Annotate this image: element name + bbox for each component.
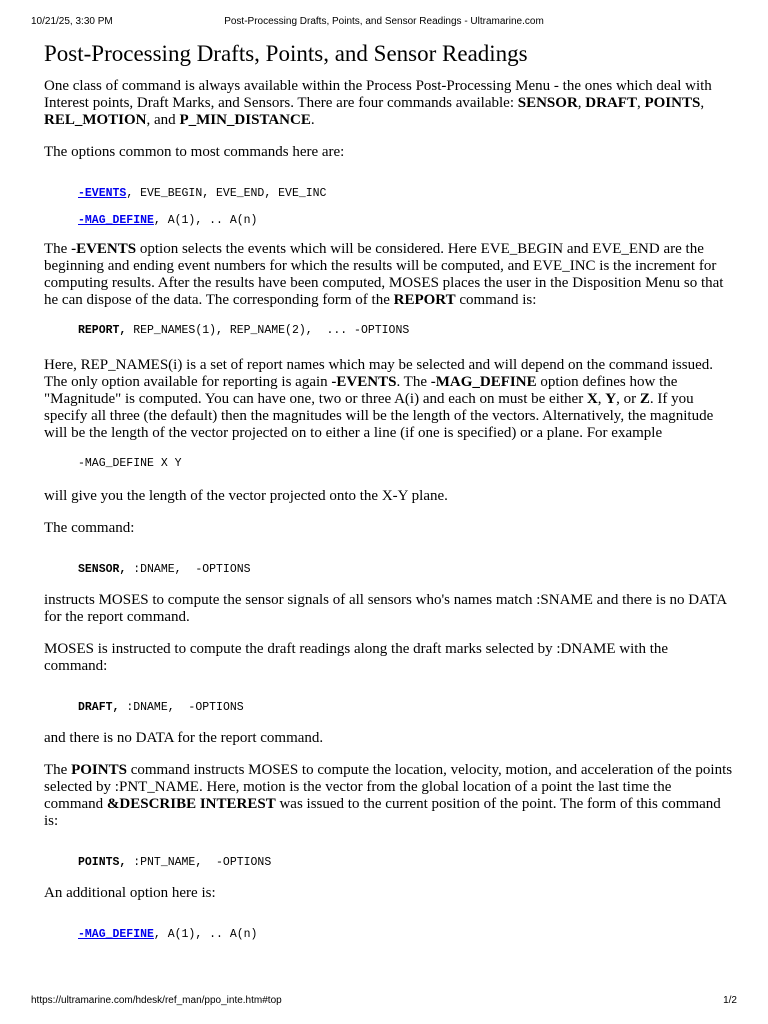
para-text: option defines how the "Magnitude" is computed. You can have one, two or three A(i) and each on must be either: [44, 374, 678, 407]
events-option-args: , EVE_BEGIN, EVE_END, EVE_INC: [126, 187, 327, 200]
additional-mag-define-line: [78, 928, 734, 942]
intro-text: One class of command is always available within the Process Post-Processing Menu - the ones which deal with Interest points, Draft Marks, and Sensors. There are four commands available:: [44, 78, 712, 111]
intro-sep: ,: [577, 95, 586, 111]
draft-code: [78, 701, 734, 715]
bold-mag-define: -MAG_DEFINE: [430, 374, 537, 390]
bold-points: POINTS: [71, 762, 127, 778]
draft-args: :DNAME, -OPTIONS: [119, 701, 244, 714]
bold-events: -EVENTS: [331, 374, 397, 390]
mag-example-code: -MAG_DEFINE X Y: [78, 457, 182, 470]
mag-define-option-line: [78, 214, 734, 228]
para-text: Here, REP_NAMES(i) is a set of report names which may be selected and will depend on the command issued. The only option available for reporting is again: [44, 357, 714, 390]
bold-report: REPORT: [393, 292, 456, 308]
draft-cmd: DRAFT,: [78, 701, 120, 714]
para-text: . If you specify all three (the default) then the magnitudes will be the length of the vectors. Alternatively, the magnitude will be the length of the vector projected on to either a line (if one is specified) or a plane. For example: [44, 391, 714, 441]
draft-after-text: and there is no DATA for the report command.: [44, 730, 324, 746]
bold-z: Z: [639, 391, 650, 407]
print-doc-title: Post-Processing Drafts, Points, and Sensor Readings - Ultramarine.com: [224, 16, 544, 27]
draft-intro-text: MOSES is instructed to compute the draft readings along the draft marks selected by :DNAME with the command:: [44, 641, 669, 674]
para-text: option selects the events which will be considered. Here EVE_BEGIN and EVE_END are the beginning and ending event numbers for which the results will be computed, and EVE_INC is the increment for computing results. After the results have been computed, MOSES places the user in the Disposition Menu so that he can dispose of the data. The corresponding form of the: [44, 241, 724, 308]
events-paragraph: [44, 241, 734, 309]
cmd-points: POINTS: [644, 95, 701, 111]
bold-events: -EVENTS: [71, 241, 137, 257]
points-code: [78, 856, 734, 870]
cmd-sensor: SENSOR: [517, 95, 578, 111]
print-footer: [31, 995, 737, 1009]
cmd-draft: DRAFT: [585, 95, 637, 111]
intro-sep: .: [310, 112, 315, 128]
cmd-rel-motion: REL_MOTION: [44, 112, 147, 128]
mag-define-option-args: , A(1), .. A(n): [153, 928, 258, 941]
sensor-args: :DNAME, -OPTIONS: [126, 563, 251, 576]
mag-define-link[interactable]: -MAG_DEFINE: [78, 928, 154, 941]
points-cmd: POINTS,: [78, 856, 127, 869]
para-text: was issued to the current position of the point. The form of this command is:: [44, 796, 721, 829]
para-text: command is:: [455, 292, 537, 308]
intro-paragraph: [44, 78, 734, 129]
bold-describe-interest: &DESCRIBE INTEREST: [106, 796, 276, 812]
points-args: :PNT_NAME, -OPTIONS: [126, 856, 272, 869]
common-options-text: The options common to most commands here are:: [44, 144, 345, 160]
para-text: , or: [616, 391, 640, 407]
para-text: The: [44, 762, 72, 778]
sensor-cmd: SENSOR,: [78, 563, 127, 576]
report-code: [78, 324, 734, 338]
events-option-line: [78, 187, 734, 201]
bold-y: Y: [605, 391, 617, 407]
rep-names-paragraph: [44, 357, 734, 442]
the-command-text: The command:: [44, 520, 135, 536]
para-text: The: [44, 241, 72, 257]
print-datetime: 10/21/25, 3:30 PM: [31, 16, 113, 27]
document-body: [44, 40, 734, 955]
additional-option-text: An additional option here is:: [44, 885, 216, 901]
para-text: command instructs MOSES to compute the location, velocity, motion, and acceleration of the points selected by :PNT_NAME. Here, motion is the vector from the global location of a point the last time the command: [44, 762, 733, 812]
cmd-p-min-distance: P_MIN_DISTANCE: [179, 112, 311, 128]
para-text: ,: [597, 391, 606, 407]
mag-example-text: will give you the length of the vector projected onto the X-Y plane.: [44, 488, 448, 504]
events-link[interactable]: -EVENTS: [78, 187, 127, 200]
para-text: . The: [396, 374, 431, 390]
sensor-code: [78, 563, 734, 577]
bold-x: X: [586, 391, 598, 407]
print-page-number: 1/2: [723, 995, 737, 1006]
points-paragraph: [44, 762, 734, 830]
print-url: https://ultramarine.com/hdesk/ref_man/ppo_inte.htm#top: [31, 995, 282, 1006]
sensor-text: instructs MOSES to compute the sensor signals of all sensors who's names match :SNAME and there is no DATA for the report command.: [44, 592, 727, 625]
report-cmd: REPORT,: [78, 324, 127, 337]
intro-sep: ,: [700, 95, 705, 111]
intro-sep: , and: [146, 112, 180, 128]
intro-sep: ,: [636, 95, 645, 111]
report-args: REP_NAMES(1), REP_NAME(2), ... -OPTIONS: [126, 324, 410, 337]
mag-define-link[interactable]: -MAG_DEFINE: [78, 214, 154, 227]
print-header: [31, 16, 737, 30]
page-title: Post-Processing Drafts, Points, and Sensor Readings: [44, 41, 528, 66]
mag-define-option-args: , A(1), .. A(n): [153, 214, 258, 227]
